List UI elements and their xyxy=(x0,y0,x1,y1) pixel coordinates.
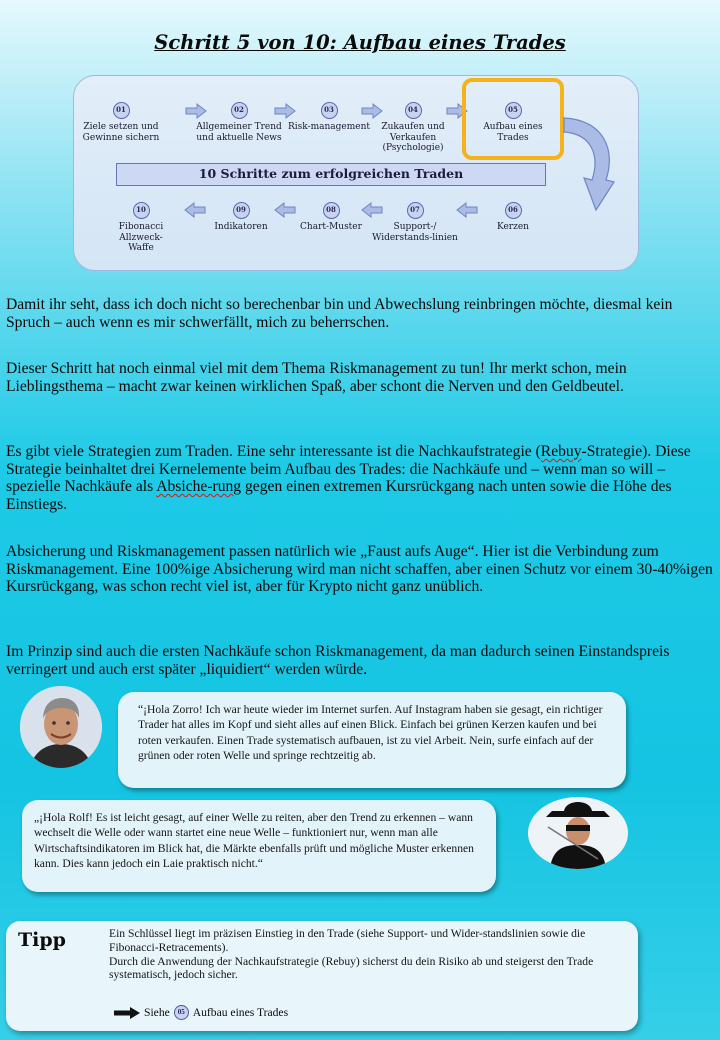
step-07 xyxy=(372,202,458,243)
zorro-avatar xyxy=(528,797,628,869)
rolf-speech-bubble: “¡Hola Zorro! Ich war heute wieder im Internet surfen. Auf Instagram haben sie gesagt, ein richtiger Trader hat alles im Kopf und sieht alles auf einen Blick. Einfach bei grünen Kerzen kaufen und bei roten verkaufen. Einen Trade systematisch aufbauen, ist zu viel Arbeit. Nein, surfe einfach auf der grünen oder roten Welle und springe rechtzeitig ab. xyxy=(118,692,626,788)
tip-text xyxy=(109,927,624,982)
step-label: Chart-Muster xyxy=(300,222,362,232)
paragraph-strategies xyxy=(6,443,716,513)
step-10 xyxy=(110,202,172,254)
text-fragment: -Strategie). Diese Strategie beinhaltet drei Kernelemente beim Aufbau des Trades: die Nachkäufe und – wenn man so will – spezielle Nachkäufe als xyxy=(6,443,691,496)
step-number: 02 xyxy=(231,102,248,119)
step-number-badge: 05 xyxy=(174,1005,189,1020)
step-number: 06 xyxy=(505,202,522,219)
tip-label: Tipp xyxy=(18,929,66,951)
step-03 xyxy=(286,102,372,133)
step-label: Fibonacci Allzweck-Waffe xyxy=(118,222,164,253)
zorro-speech-bubble: „¡Hola Rolf! Es ist leicht gesagt, auf einer Welle zu reiten, aber den Trend zu erkennen – wann wechselt die Welle oder wann startet eine neue Welle – funktioniert nur, wenn man alle Wirtschaftsindikatoren im Blick hat, die Märkte ebenfalls prüft und mögliche Muster erkennen kann. Dies kann jedoch ein Laie praktisch nicht.“ xyxy=(22,800,496,892)
tip-text-line: Durch die Anwendung der Nachkaufstrategie (Rebuy) sicherst du dein Risiko ab und steigerst den Trade systematisch, jedoch sicher. xyxy=(109,954,594,982)
step-number: 01 xyxy=(113,102,130,119)
step-09 xyxy=(198,202,284,233)
tip-text-line: Ein Schlüssel liegt im präzisen Einstieg in den Trade (siehe Support- und Wider-standslinien sowie die Fibonacci-Retracements). xyxy=(109,927,586,954)
text-fragment: Es gibt viele Strategien zum Traden. Eine sehr interessante ist die Nachkaufstrategie ( xyxy=(6,443,541,460)
step-label: Indikatoren xyxy=(214,222,268,232)
step-number: 08 xyxy=(323,202,340,219)
paragraph-absicherung: Absicherung und Riskmanagement passen natürlich wie „Faust aufs Auge“. Hier ist die Verbindung zum Riskmanagement. Eine 100%ige Absicherung wird man nicht schaffen, aber einen Schutz vor einem 30-40%igen Kursrückgang, was schon recht viel ist, aber für Krypto nicht ganz unüblich. xyxy=(6,543,713,596)
step-label: Ziele setzen und Gewinne sichern xyxy=(82,122,160,143)
step-number: 05 xyxy=(505,102,522,119)
page-title: Schritt 5 von 10: Aufbau eines Trades xyxy=(154,31,566,54)
see-target: Aufbau eines Trades xyxy=(192,1006,289,1019)
step-label: Zukaufen und Verkaufen (Psychologie) xyxy=(381,122,445,153)
step-number: 10 xyxy=(133,202,150,219)
paragraph-nachkaeufe: Im Prinzip sind auch die ersten Nachkäufe schon Riskmanagement, da man dadurch seinen Einstandspreis verringert und auch erst später „liquidiert“ werden würde. xyxy=(6,643,670,678)
step-label: Allgemeiner Trend und aktuelle News xyxy=(196,122,282,143)
step-number: 03 xyxy=(321,102,338,119)
spellcheck-word: Rebuy xyxy=(540,443,582,460)
left-arrow-icon xyxy=(184,202,206,218)
tip-box xyxy=(6,921,638,1031)
step-label: Kerzen xyxy=(497,222,529,232)
step-01 xyxy=(78,102,164,143)
step-label: Support-/ Widerstands-linien xyxy=(372,222,458,243)
step-label: Aufbau eines Trades xyxy=(483,122,543,143)
step-number: 07 xyxy=(407,202,424,219)
rolf-avatar xyxy=(20,686,102,768)
step-08 xyxy=(288,202,374,233)
diagram-banner: 10 Schritte zum erfolgreichen Traden xyxy=(116,163,546,186)
paragraph-intro: Damit ihr seht, dass ich doch nicht so berechenbar bin und Abwechslung reinbringen möchte, diesmal kein Spruch – auch wenn es mir schwerfällt, mich zu beherrschen. xyxy=(6,296,673,331)
right-arrow-icon xyxy=(114,1007,140,1019)
step-number: 09 xyxy=(233,202,250,219)
steps-diagram xyxy=(73,75,639,271)
spellcheck-word: Absiche-rung xyxy=(156,478,242,496)
step-02 xyxy=(196,102,282,143)
step-04 xyxy=(370,102,456,154)
step-label: Risk-management xyxy=(287,122,371,132)
left-arrow-icon xyxy=(456,202,478,218)
tip-reference[interactable] xyxy=(114,1005,288,1020)
curved-arrow-icon xyxy=(544,110,624,220)
see-label: Siehe xyxy=(144,1006,170,1019)
step-06 xyxy=(470,202,556,233)
paragraph-riskmanagement: Dieser Schritt hat noch einmal viel mit dem Thema Riskmanagement zu tun! Ihr merkt schon, mein Lieblingsthema – macht zwar keinen wirklichen Spaß, aber schont die Nerven und den Geldbeutel. xyxy=(6,360,627,395)
step-number: 04 xyxy=(405,102,422,119)
text-fragment: gegen einen extremen Kursrückgang nach unten sowie die Höhe des Einstiegs. xyxy=(6,478,672,513)
